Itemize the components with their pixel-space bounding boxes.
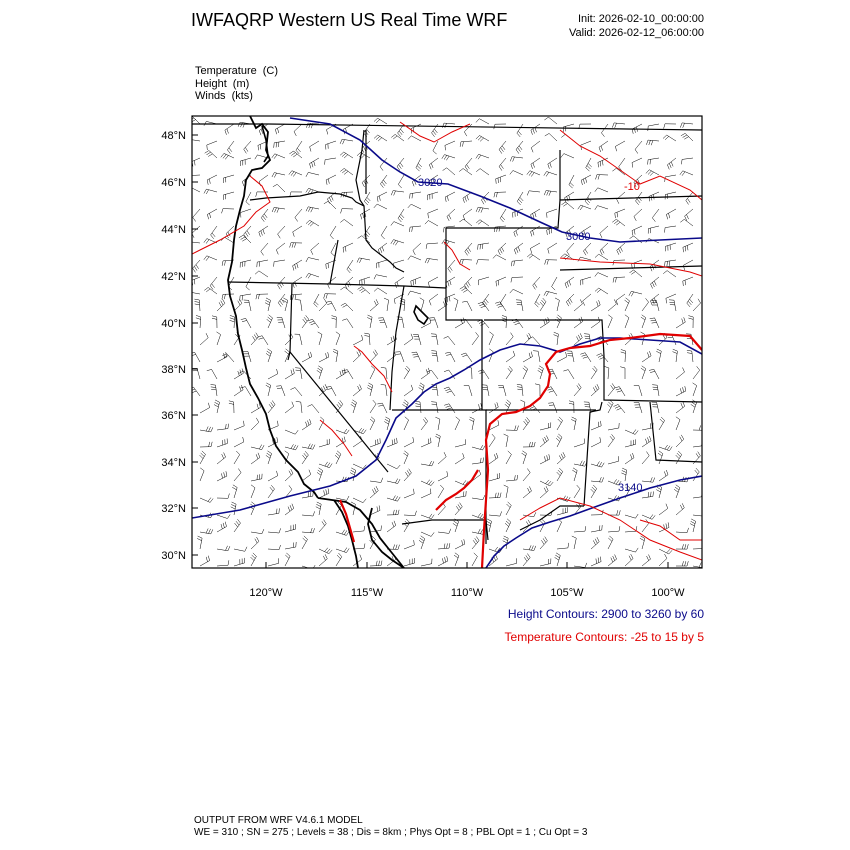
plot-title: IWFAQRP Western US Real Time WRF bbox=[191, 10, 508, 30]
height-label-3140: 3140 bbox=[618, 482, 643, 494]
legend-unit: (C) bbox=[262, 65, 279, 77]
lat-tick-label: 38°N bbox=[161, 364, 186, 376]
height-label-3080: 3080 bbox=[566, 231, 591, 243]
lat-tick-label: 46°N bbox=[161, 177, 186, 189]
lat-tick-label: 44°N bbox=[161, 224, 186, 236]
lon-tick-label: 105°W bbox=[550, 587, 584, 599]
lat-tick-label: 36°N bbox=[161, 410, 186, 422]
model-info: OUTPUT FROM WRF V4.6.1 MODEL bbox=[194, 815, 363, 826]
lat-tick-label: 40°N bbox=[161, 318, 186, 330]
legend-name: Winds bbox=[195, 90, 226, 102]
model-config: WE = 310 ; SN = 275 ; Levels = 38 ; Dis = 8km ; Phys Opt = 8 ; PBL Opt = 1 ; Cu Opt = 3 bbox=[194, 827, 588, 838]
legend-unit: (kts) bbox=[231, 90, 253, 102]
init-time: Init: 2026-02-10_00:00:00 bbox=[578, 13, 704, 25]
legend-unit: (m) bbox=[232, 77, 250, 90]
legend-name: Temperature bbox=[195, 65, 257, 77]
lon-tick-label: 110°W bbox=[450, 587, 484, 599]
lon-tick-label: 100°W bbox=[651, 587, 685, 599]
lon-tick-label: 120°W bbox=[249, 587, 283, 599]
legend-name: Height bbox=[195, 77, 227, 90]
temperature-contour-labels bbox=[624, 181, 640, 193]
height-contour-note: Height Contours: 2900 to 3260 by 60 bbox=[507, 607, 704, 621]
lat-tick-label: 34°N bbox=[161, 457, 186, 469]
lon-tick-label: 115°W bbox=[350, 587, 384, 599]
temperature-label-minus10: -10 bbox=[624, 181, 640, 193]
lat-tick-label: 48°N bbox=[161, 130, 186, 142]
lat-tick-label: 32°N bbox=[161, 503, 186, 515]
height-label-3020: 3020 bbox=[418, 177, 443, 189]
lat-tick-label: 42°N bbox=[161, 271, 186, 283]
lat-tick-label: 30°N bbox=[161, 550, 186, 562]
temperature-contour-note: Temperature Contours: -25 to 15 by 5 bbox=[504, 630, 704, 644]
valid-time: Valid: 2026-02-12_06:00:00 bbox=[569, 27, 704, 39]
